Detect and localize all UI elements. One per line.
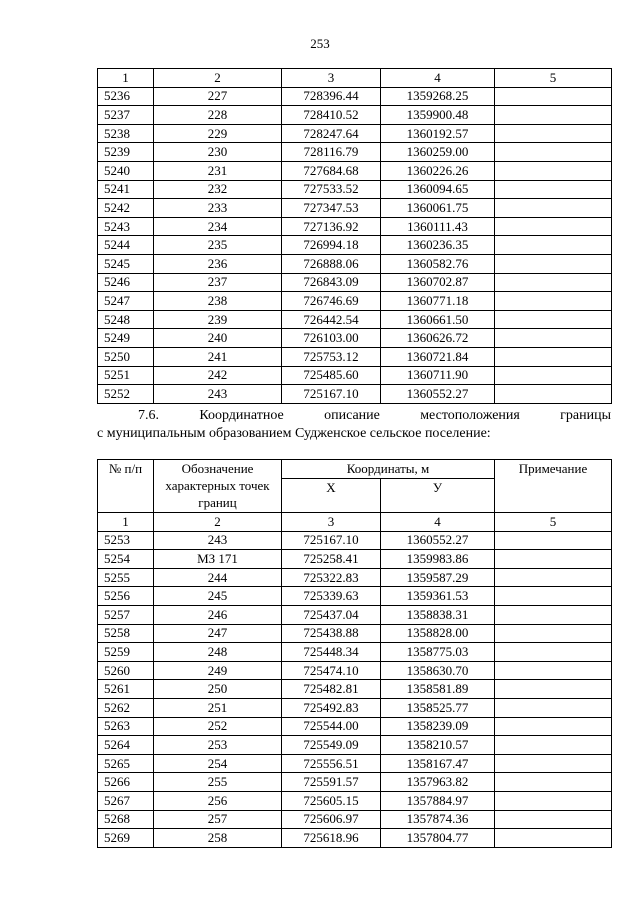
- point-designation: 251: [154, 698, 282, 717]
- row-number: 5262: [98, 698, 154, 717]
- table-row: [98, 106, 612, 125]
- table-row: [98, 236, 612, 255]
- row-number: 5251: [98, 366, 154, 385]
- table-row: [98, 717, 612, 736]
- section-word: местоположения: [420, 408, 520, 423]
- row-number: 5254: [98, 550, 154, 569]
- column-index: 2: [154, 69, 282, 88]
- table-row: [98, 366, 612, 385]
- note: [495, 292, 612, 311]
- coord-x: 725618.96: [282, 829, 381, 848]
- coord-x: 725474.10: [282, 661, 381, 680]
- coord-y: 1360721.84: [381, 347, 495, 366]
- column-index-row: [98, 69, 612, 88]
- row-number: 5259: [98, 643, 154, 662]
- coord-x: 725339.63: [282, 587, 381, 606]
- table-row: [98, 791, 612, 810]
- table-row: [98, 180, 612, 199]
- coord-y: 1358239.09: [381, 717, 495, 736]
- column-index: 1: [98, 69, 154, 88]
- page-number: 253: [310, 36, 330, 51]
- coord-y: 1360661.50: [381, 310, 495, 329]
- note: [495, 87, 612, 106]
- row-number: 5237: [98, 106, 154, 125]
- point-designation: 227: [154, 87, 282, 106]
- point-designation: 229: [154, 124, 282, 143]
- note: [495, 754, 612, 773]
- note: [495, 643, 612, 662]
- coord-x: 728396.44: [282, 87, 381, 106]
- coord-x: 727136.92: [282, 217, 381, 236]
- point-designation: МЗ 171: [154, 550, 282, 569]
- coord-y: 1358630.70: [381, 661, 495, 680]
- note: [495, 199, 612, 218]
- row-number: 5253: [98, 531, 154, 550]
- header-coordinates: Координаты, м: [282, 460, 495, 479]
- row-number: 5257: [98, 605, 154, 624]
- point-designation: 242: [154, 366, 282, 385]
- coord-y: 1360226.26: [381, 161, 495, 180]
- note: [495, 236, 612, 255]
- note: [495, 605, 612, 624]
- table-row: [98, 680, 612, 699]
- table-row: [98, 624, 612, 643]
- point-designation: 256: [154, 791, 282, 810]
- header-note: Примечание: [495, 460, 612, 513]
- coord-y: 1360259.00: [381, 143, 495, 162]
- coord-x: 725322.83: [282, 568, 381, 587]
- table-row: [98, 605, 612, 624]
- point-designation: 230: [154, 143, 282, 162]
- row-number: 5242: [98, 199, 154, 218]
- coord-y: 1358581.89: [381, 680, 495, 699]
- point-designation: 245: [154, 587, 282, 606]
- coord-y: 1358210.57: [381, 736, 495, 755]
- row-number: 5246: [98, 273, 154, 292]
- table-row: [98, 254, 612, 273]
- header-num: № п/п: [98, 460, 154, 513]
- section-heading-line1: [97, 407, 611, 425]
- note: [495, 531, 612, 550]
- note: [495, 106, 612, 125]
- coordinates-table-continued: [97, 68, 612, 404]
- coord-x: 725448.34: [282, 643, 381, 662]
- coord-y: 1357804.77: [381, 829, 495, 848]
- row-number: 5241: [98, 180, 154, 199]
- point-designation: 228: [154, 106, 282, 125]
- coord-x: 726888.06: [282, 254, 381, 273]
- coord-y: 1358167.47: [381, 754, 495, 773]
- section-heading-line2: с муниципальным образованием Суджeнское сельское поселение:: [97, 426, 491, 441]
- table-body: [98, 87, 612, 403]
- note: [495, 217, 612, 236]
- row-number: 5265: [98, 754, 154, 773]
- table-row: [98, 385, 612, 404]
- point-designation: 241: [154, 347, 282, 366]
- coord-y: 1357874.36: [381, 810, 495, 829]
- note: [495, 661, 612, 680]
- coord-x: 727684.68: [282, 161, 381, 180]
- row-number: 5240: [98, 161, 154, 180]
- column-index: 5: [495, 69, 612, 88]
- coord-x: 725549.09: [282, 736, 381, 755]
- note: [495, 829, 612, 848]
- note: [495, 124, 612, 143]
- row-number: 5264: [98, 736, 154, 755]
- note: [495, 180, 612, 199]
- table-row: [98, 329, 612, 348]
- coord-y: 1357963.82: [381, 773, 495, 792]
- coord-y: 1360582.76: [381, 254, 495, 273]
- note: [495, 329, 612, 348]
- note: [495, 680, 612, 699]
- point-designation: 247: [154, 624, 282, 643]
- coord-x: 728247.64: [282, 124, 381, 143]
- header-designation: Обозначение характерных точек границ: [154, 460, 282, 513]
- point-designation: 253: [154, 736, 282, 755]
- point-designation: 232: [154, 180, 282, 199]
- row-number: 5238: [98, 124, 154, 143]
- coord-y: 1360094.65: [381, 180, 495, 199]
- coord-x: 725492.83: [282, 698, 381, 717]
- point-designation: 237: [154, 273, 282, 292]
- note: [495, 717, 612, 736]
- coord-x: 726843.09: [282, 273, 381, 292]
- coord-y: 1359983.86: [381, 550, 495, 569]
- note: [495, 698, 612, 717]
- note: [495, 161, 612, 180]
- point-designation: 244: [154, 568, 282, 587]
- coord-y: 1360711.90: [381, 366, 495, 385]
- point-designation: 254: [154, 754, 282, 773]
- note: [495, 273, 612, 292]
- table-row: [98, 161, 612, 180]
- point-designation: 233: [154, 199, 282, 218]
- table-row: [98, 829, 612, 848]
- row-number: 5248: [98, 310, 154, 329]
- column-index: 3: [282, 69, 381, 88]
- header-row: [98, 460, 612, 479]
- note: [495, 773, 612, 792]
- coord-y: 1358775.03: [381, 643, 495, 662]
- note: [495, 366, 612, 385]
- coord-y: 1360626.72: [381, 329, 495, 348]
- coord-x: 725753.12: [282, 347, 381, 366]
- coord-y: 1357884.97: [381, 791, 495, 810]
- note: [495, 254, 612, 273]
- point-designation: 239: [154, 310, 282, 329]
- coord-y: 1358838.31: [381, 605, 495, 624]
- row-number: 5244: [98, 236, 154, 255]
- note: [495, 143, 612, 162]
- coord-y: 1359900.48: [381, 106, 495, 125]
- coordinates-table: [97, 459, 612, 848]
- point-designation: 235: [154, 236, 282, 255]
- point-designation: 250: [154, 680, 282, 699]
- section-number: 7.6.: [138, 408, 159, 423]
- coord-x: 725167.10: [282, 531, 381, 550]
- point-designation: 255: [154, 773, 282, 792]
- point-designation: 243: [154, 531, 282, 550]
- section-word: описание: [324, 408, 380, 423]
- row-number: 5250: [98, 347, 154, 366]
- column-index: 3: [282, 513, 381, 532]
- coord-y: 1360771.18: [381, 292, 495, 311]
- table-row: [98, 310, 612, 329]
- coord-x: 726994.18: [282, 236, 381, 255]
- note: [495, 624, 612, 643]
- row-number: 5263: [98, 717, 154, 736]
- row-number: 5266: [98, 773, 154, 792]
- point-designation: 249: [154, 661, 282, 680]
- note: [495, 791, 612, 810]
- row-number: 5268: [98, 810, 154, 829]
- table-row: [98, 124, 612, 143]
- note: [495, 568, 612, 587]
- note: [495, 550, 612, 569]
- point-designation: 240: [154, 329, 282, 348]
- point-designation: 234: [154, 217, 282, 236]
- table-row: [98, 87, 612, 106]
- table-row: [98, 754, 612, 773]
- table-row: [98, 292, 612, 311]
- section-word: Координатное: [199, 408, 284, 423]
- note: [495, 810, 612, 829]
- coord-y: 1360236.35: [381, 236, 495, 255]
- note: [495, 736, 612, 755]
- row-number: 5269: [98, 829, 154, 848]
- row-number: 5247: [98, 292, 154, 311]
- coord-y: 1358828.00: [381, 624, 495, 643]
- point-designation: 238: [154, 292, 282, 311]
- coord-x: 725485.60: [282, 366, 381, 385]
- row-number: 5249: [98, 329, 154, 348]
- coord-y: 1359268.25: [381, 87, 495, 106]
- header-x: X: [282, 478, 381, 512]
- coord-y: 1360111.43: [381, 217, 495, 236]
- column-index: 4: [381, 69, 495, 88]
- coord-x: 725556.51: [282, 754, 381, 773]
- coord-x: 725591.57: [282, 773, 381, 792]
- coord-y: 1360552.27: [381, 531, 495, 550]
- row-number: 5252: [98, 385, 154, 404]
- table-row: [98, 661, 612, 680]
- row-number: 5261: [98, 680, 154, 699]
- coord-y: 1360192.57: [381, 124, 495, 143]
- point-designation: 236: [154, 254, 282, 273]
- section-word: границы: [560, 408, 611, 423]
- point-designation: 252: [154, 717, 282, 736]
- table-row: [98, 550, 612, 569]
- note: [495, 587, 612, 606]
- coord-y: 1358525.77: [381, 698, 495, 717]
- table-row: [98, 810, 612, 829]
- coord-x: 727533.52: [282, 180, 381, 199]
- point-designation: 258: [154, 829, 282, 848]
- coord-x: 725482.81: [282, 680, 381, 699]
- coord-x: 725437.04: [282, 605, 381, 624]
- coord-x: 728410.52: [282, 106, 381, 125]
- table-row: [98, 143, 612, 162]
- table-row: [98, 568, 612, 587]
- coord-x: 725606.97: [282, 810, 381, 829]
- column-index: 2: [154, 513, 282, 532]
- column-index: 1: [98, 513, 154, 532]
- row-number: 5260: [98, 661, 154, 680]
- coord-x: 725438.88: [282, 624, 381, 643]
- coord-y: 1360552.27: [381, 385, 495, 404]
- row-number: 5256: [98, 587, 154, 606]
- point-designation: 231: [154, 161, 282, 180]
- row-number: 5236: [98, 87, 154, 106]
- row-number: 5239: [98, 143, 154, 162]
- point-designation: 248: [154, 643, 282, 662]
- table-row: [98, 531, 612, 550]
- coord-y: 1360702.87: [381, 273, 495, 292]
- coord-x: 728116.79: [282, 143, 381, 162]
- column-index: 5: [495, 513, 612, 532]
- header-y: У: [381, 478, 495, 512]
- table-row: [98, 273, 612, 292]
- table-row: [98, 643, 612, 662]
- coord-y: 1359587.29: [381, 568, 495, 587]
- coord-x: 727347.53: [282, 199, 381, 218]
- row-number: 5245: [98, 254, 154, 273]
- coord-x: 725544.00: [282, 717, 381, 736]
- row-number: 5243: [98, 217, 154, 236]
- point-designation: 246: [154, 605, 282, 624]
- note: [495, 347, 612, 366]
- coord-y: 1360061.75: [381, 199, 495, 218]
- row-number: 5258: [98, 624, 154, 643]
- table-row: [98, 347, 612, 366]
- note: [495, 385, 612, 404]
- table-row: [98, 773, 612, 792]
- column-index-row: [98, 513, 612, 532]
- note: [495, 310, 612, 329]
- table-body: [98, 531, 612, 847]
- point-designation: 257: [154, 810, 282, 829]
- coord-x: 726442.54: [282, 310, 381, 329]
- row-number: 5255: [98, 568, 154, 587]
- coord-y: 1359361.53: [381, 587, 495, 606]
- table-row: [98, 698, 612, 717]
- row-number: 5267: [98, 791, 154, 810]
- table-row: [98, 736, 612, 755]
- coord-x: 725167.10: [282, 385, 381, 404]
- table-row: [98, 587, 612, 606]
- point-designation: 243: [154, 385, 282, 404]
- coord-x: 726746.69: [282, 292, 381, 311]
- coord-x: 725605.15: [282, 791, 381, 810]
- table-row: [98, 199, 612, 218]
- coord-x: 726103.00: [282, 329, 381, 348]
- coord-x: 725258.41: [282, 550, 381, 569]
- table-row: [98, 217, 612, 236]
- column-index: 4: [381, 513, 495, 532]
